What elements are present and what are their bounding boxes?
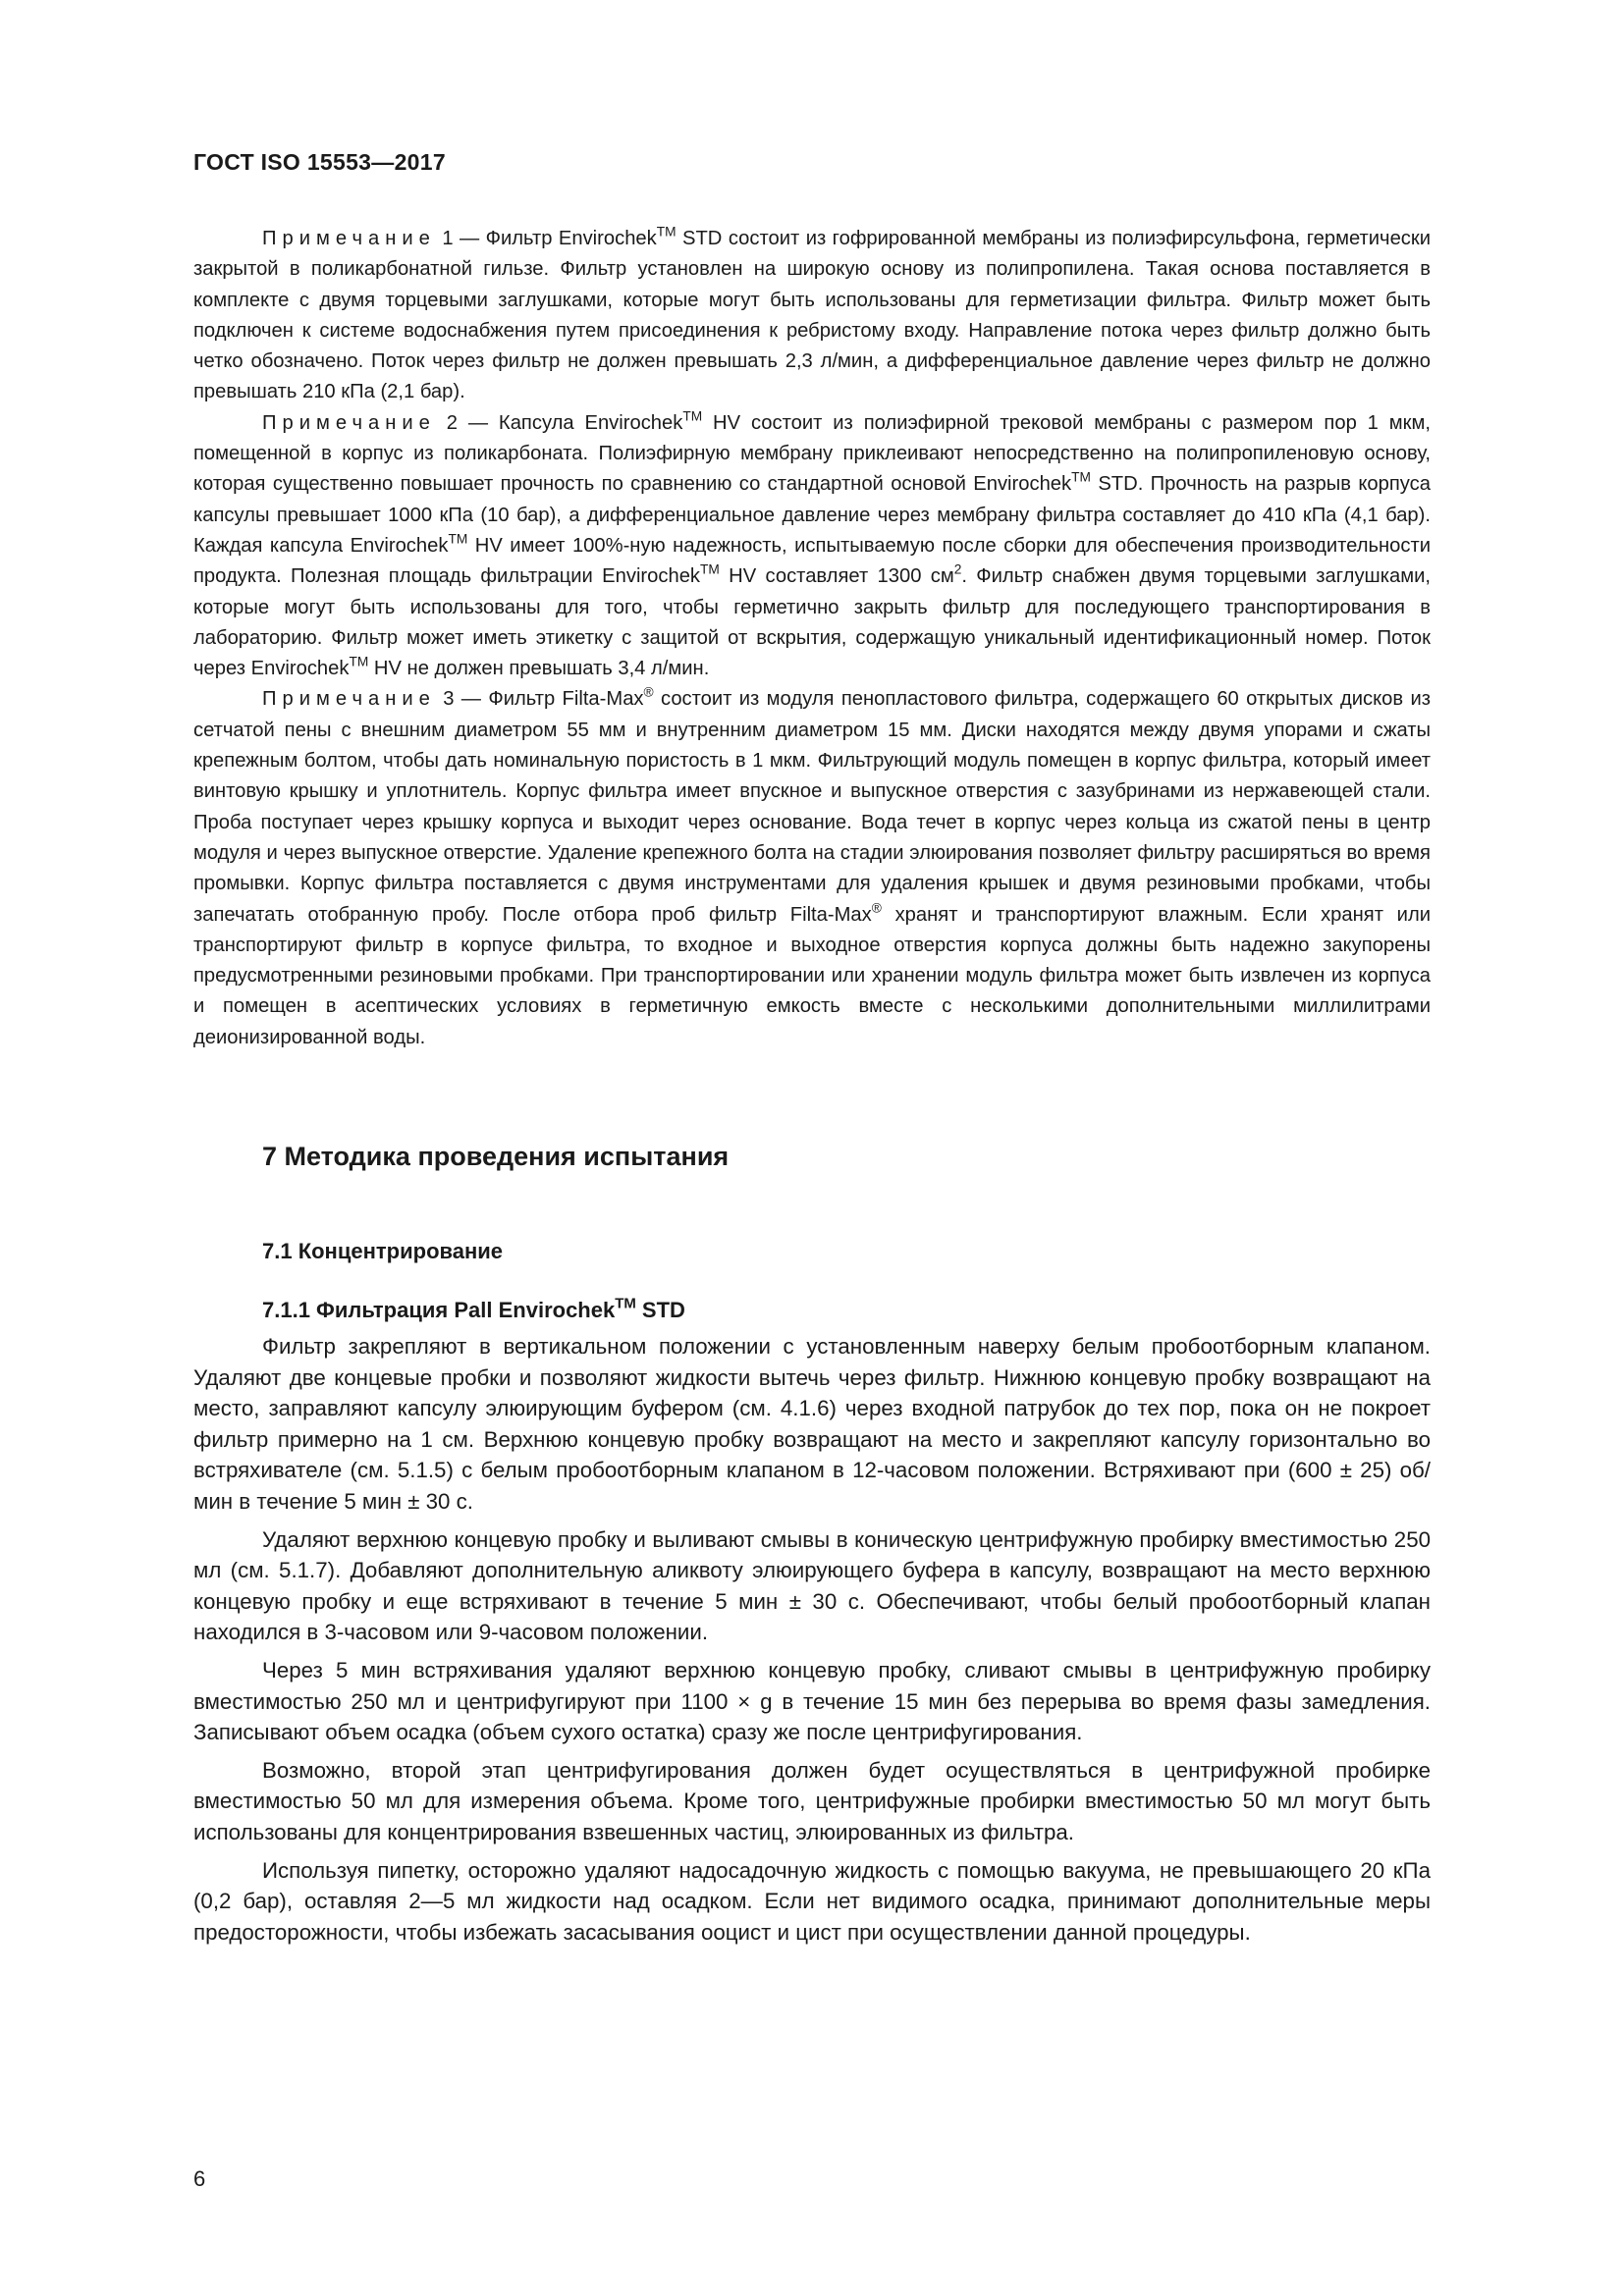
note-text: 3 — Фильтр Filta-Max (443, 688, 644, 711)
note-text: STD состоит из гофрированной мембраны из полиэфирсульфона, герметически закрытой в поликарбонатной гильзе. Фильтр установлен на широкую основу из полипропилена. Такая основа поставляется в комплекте с двумя торцевыми заглушками, которые могут быть использованы для герметизации фильтра. Фильтр может быть подключен к системе водоснабжения путем присоединения к ребристому входу. Направление потока через фильтр должно быть четко обозначено. Поток через фильтр не должен превышать 2,3 л/мин, а дифференциальное давление через фильтр не должно превышать 210 кПа (2,1 бар). (193, 228, 1431, 403)
heading-text: STD (635, 1298, 685, 1322)
note-text: STD. Прочность на разрыв корпуса капсулы превышает 1000 кПа (10 бар), а дифференциальное давление через мембрану фильтра составляет до 410 кПа (4,1 бар). Каждая капсула Envirochek (193, 473, 1431, 557)
note-label: Примечание (262, 411, 436, 434)
note-1 (193, 224, 1431, 408)
document-header: ГОСТ ISO 15553—2017 (193, 149, 446, 175)
trademark-mark: TM (615, 1295, 636, 1312)
trademark-mark: TM (656, 224, 677, 240)
notes-block (193, 224, 1431, 1053)
section-7-1-heading: 7.1 Концентрирование (262, 1239, 504, 1263)
heading-text: 7.1.1 Фильтрация Pall Envirochek (262, 1298, 616, 1322)
note-text: . Фильтр снабжен двумя торцевыми заглушками, которые могут быть использованы для того, чтобы герметично закрыть фильтр для последующего транспортирования в лабораторию. Фильтр может иметь этикетку с защитой от вскрытия, содержащую уникальный идентификационный номер. Поток через Envirochek (193, 565, 1432, 680)
trademark-mark: TM (1071, 469, 1091, 485)
note-text: хранят и транспортируют влажным. Если хранят или транспортируют фильтр в корпусе фильтра, то входное и выходное отверстия корпуса должны быть надежно закупорены предусмотренными резиновыми пробками. При транспортировании или хранении модуль фильтра может быть извлечен из корпуса и помещен в асептических условиях в герметичную емкость вместе с несколькими дополнительными миллилитрами деионизированной воды. (193, 903, 1432, 1048)
paragraph: Возможно, второй этап центрифугирования должен будет осуществляться в центрифужной пробирке вместимостью 50 мл для измерения объема. Кроме того, центрифужные пробирки вместимостью 50 мл могут быть использованы для концентрирования взвешенных частиц, элюированных из фильтра. (193, 1757, 1431, 1844)
paragraph: Фильтр закрепляют в вертикальном положении с установленным наверху белым пробоотборным клапаном. Удаляют две концевые пробки и позволяют жидкости вытечь через фильтр. Нижнюю концевую пробку возвращают на место, заправляют капсулу элюирующим буфером (см. 4.1.6) через входной патрубок до тех пор, пока он не покроет фильтр примерно на 1 см. Верхнюю концевую пробку возвращают на место и закрепляют капсулу горизонтально во встряхивателе (см. 5.1.5) с белым пробоотборным клапаном в 12-часовом положении. Встряхивают при (600 ± 25) об/мин в течение 5 мин ± 30 с. (193, 1334, 1431, 1514)
note-text: состоит из модуля пенопластового фильтра, содержащего 60 открытых дисков из сетчатой пены с внешним диаметром 55 мм и внутренним диаметром 15 мм. Диски находятся между двумя упорами и сжаты крепежным болтом, чтобы дать номинальную пористость в 1 мкм. Фильтрующий модуль помещен в корпус фильтра, который имеет винтовую крышку и уплотнитель. Корпус фильтра имеет впускное и выпускное отверстия с зазубринами из нержавеющей стали. Проба поступает через крышку корпуса и выходит через основание. Вода течет в корпус через кольца из сжатой пены в центр модуля и через выпускное отверстие. Удаление крепежного болта на стадии элюирования позволяет фильтру расширяться во время промывки. Корпус фильтра поставляется с двумя инструментами для удаления крышек и двумя резиновыми пробками, чтобы запечатать отобранную пробу. После отбора проб фильтр Filta-Max (193, 688, 1431, 926)
trademark-mark: TM (349, 654, 369, 669)
paragraph: Через 5 мин встряхивания удаляют верхнюю концевую пробку, сливают смывы в центрифужную пробирку вместимостью 250 мл и центрифугируют при 1100 × g в течение 15 мин без перерыва во время фазы замедления. Записывают объем осадка (объем сухого остатка) сразу же после центрифугирования. (193, 1657, 1431, 1745)
paragraph: Удаляют верхнюю концевую пробку и выливают смывы в коническую центрифужную пробирку вместимостью 250 мл (см. 5.1.7). Добавляют дополнительную аликвоту элюирующего буфера в капсулу, возвращают на место верхнюю концевую пробку и еще встряхивают в течение 5 мин ± 30 с. Обеспечивают, чтобы белый пробоотборный клапан находился в 3-часовом или 9-часовом положении. (193, 1526, 1431, 1645)
note-text: HV состоит из полиэфирной трековой мембраны с размером пор 1 мкм, помещенной в корпус из поликарбоната. Полиэфирную мембрану приклеивают непосредственно на полипропиленовую основу, которая существенно повышает прочность по сравнению со стандартной основой Envirochek (193, 411, 1431, 496)
note-label: Примечание (262, 688, 436, 711)
superscript-exponent: 2 (953, 561, 962, 577)
note-text: HV составляет 1300 см (719, 565, 954, 588)
section-7-1-1-heading (262, 1295, 685, 1323)
trademark-mark: TM (682, 408, 703, 424)
trademark-mark: TM (700, 561, 720, 577)
note-text: HV не должен превышать 3,4 л/мин. (368, 658, 710, 680)
note-text: 1 — Фильтр Envirochek (442, 228, 657, 249)
trademark-mark: TM (448, 531, 468, 547)
section-body (193, 1331, 1431, 1954)
page-number: 6 (193, 2166, 206, 2191)
registered-mark: ® (643, 684, 654, 700)
section-7-heading: 7 Методика проведения испытания (262, 1142, 730, 1171)
note-text: HV имеет 100%-ную надежность, испытываемую после сборки для обеспечения производительности продукта. Полезная площадь фильтрации Envirochek (193, 534, 1431, 588)
note-3 (193, 684, 1431, 1053)
note-label: Примечание (262, 228, 436, 249)
paragraph: Используя пипетку, осторожно удаляют надосадочную жидкость с помощью вакуума, не превышающего 20 кПа (0,2 бар), оставляя 2—5 мл жидкости над осадком. Если нет видимого осадка, принимают дополнительные меры предосторожности, чтобы избежать засасывания ооцист и цист при осуществлении данной процедуры. (193, 1857, 1431, 1945)
note-text: 2 — Капсула Envirochek (446, 411, 683, 434)
registered-mark: ® (871, 900, 882, 916)
note-2 (193, 408, 1431, 685)
